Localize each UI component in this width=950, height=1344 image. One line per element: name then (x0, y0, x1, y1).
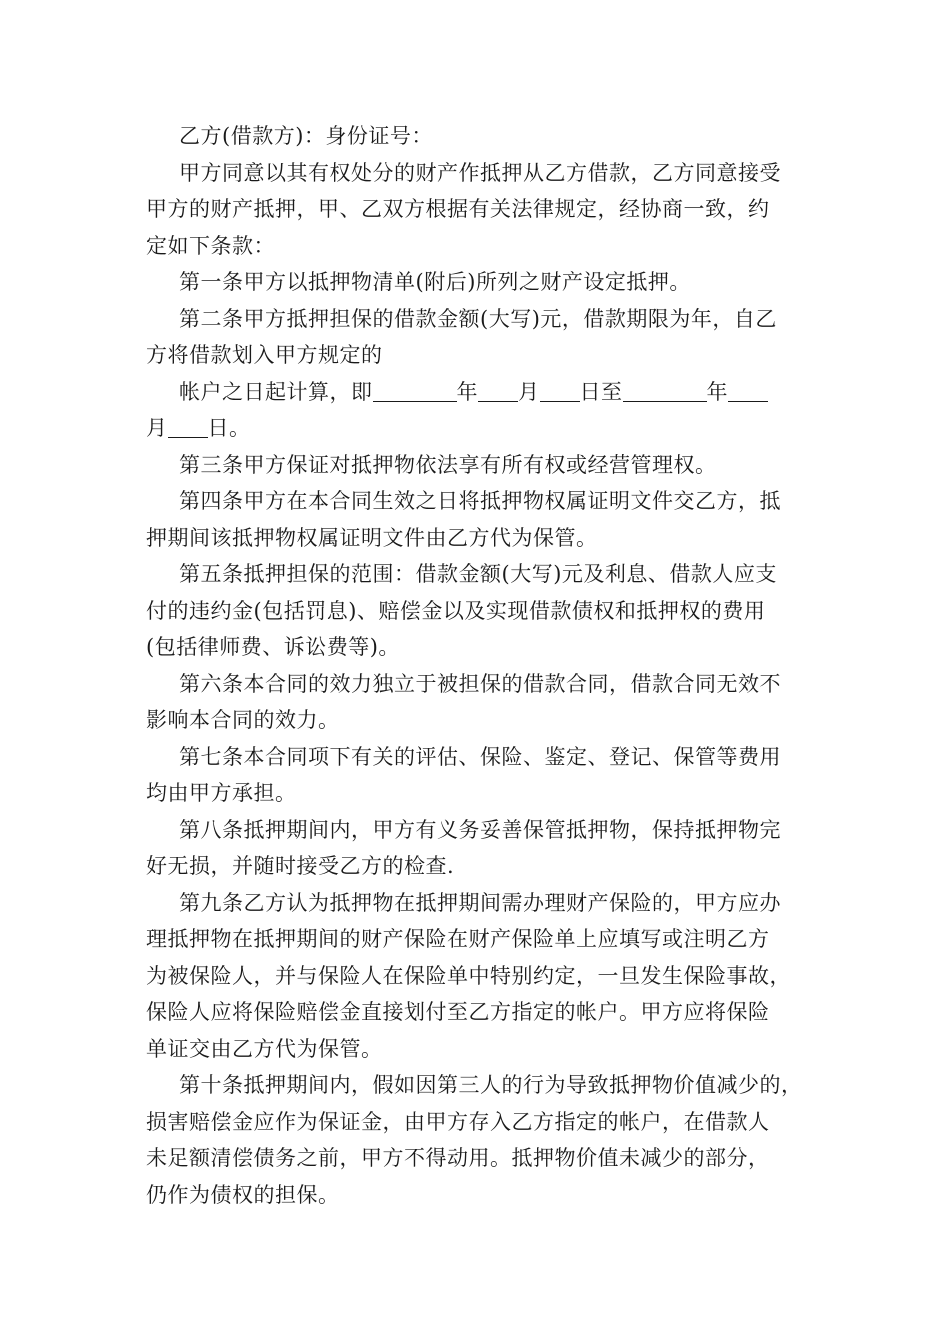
article-10-line-2: 损害赔偿金应作为保证金，由甲方存入乙方指定的帐户，在借款人 (146, 1109, 770, 1134)
article-10-line-1: 第十条抵押期间内，假如因第三人的行为导致抵押物价值减少的， (179, 1073, 803, 1097)
article-7-line-1: 第七条本合同项下有关的评估、保险、鉴定、登记、保管等费用 (179, 744, 781, 769)
term-day-end-label: 日。 (207, 416, 251, 440)
term-month-label: 月 (518, 379, 540, 404)
article-4-line-2: 押期间该抵押物权属证明文件由乙方代为保管。 (146, 525, 598, 550)
document-page (146, 118, 816, 1213)
start-year-blank[interactable] (373, 379, 457, 402)
article-2-term-line (146, 374, 816, 411)
article-9-line-1: 第九条乙方认为抵押物在抵押期间需办理财产保险的，甲方应办 (179, 890, 781, 915)
preamble-line-3: 定如下条款： (146, 233, 275, 258)
end-day-blank[interactable] (168, 415, 208, 438)
article-4-line-1: 第四条甲方在本合同生效之日将抵押物权属证明文件交乙方，抵 (179, 489, 781, 513)
article-5-line-3: (包括律师费、诉讼费等)。 (146, 635, 400, 659)
article-9-line-5: 单证交由乙方代为保管。 (146, 1036, 383, 1061)
article-10-line-4: 仍作为债权的担保。 (146, 1182, 340, 1207)
start-day-blank[interactable] (540, 379, 580, 402)
term-prefix: 帐户之日起计算，即 (179, 379, 373, 404)
article-7-line-2: 均由甲方承担。 (146, 781, 297, 805)
article-2-line-1: 第二条甲方抵押担保的借款金额(大写)元，借款期限为年，自乙 (179, 306, 777, 331)
start-month-blank[interactable] (478, 379, 518, 402)
article-5-line-2: 付的违约金(包括罚息)、赔偿金以及实现借款债权和抵押权的费用 (146, 598, 766, 623)
term-end-year-label: 年 (706, 379, 728, 404)
end-year-blank[interactable] (623, 379, 707, 402)
article-9-line-4: 保险人应将保险赔偿金直接划付至乙方指定的帐户。甲方应将保险 (146, 1000, 770, 1024)
article-5-line-1: 第五条抵押担保的范围：借款金额(大写)元及利息、借款人应支 (179, 562, 777, 586)
party-b-line: 乙方(借款方)：身份证号： (179, 124, 433, 148)
article-1-line-1: 第一条甲方以抵押物清单(附后)所列之财产设定抵押。 (179, 270, 691, 294)
article-10-line-3: 未足额清偿债务之前，甲方不得动用。抵押物价值未减少的部分， (146, 1146, 770, 1170)
term-year-label: 年 (456, 379, 478, 404)
article-2-term-line-2 (146, 410, 816, 447)
article-2-line-2: 方将借款划入甲方规定的 (146, 343, 383, 367)
article-9-line-3: 为被保险人，并与保险人在保险单中特别约定，一旦发生保险事故， (146, 963, 791, 988)
term-day-to-label: 日至 (579, 379, 623, 404)
end-month-blank[interactable] (728, 379, 768, 402)
term-end-month-label: 月 (146, 416, 168, 440)
preamble-line-1: 甲方同意以其有权处分的财产作抵押从乙方借款，乙方同意接受 (179, 160, 781, 185)
article-8-line-1: 第八条抵押期间内，甲方有义务妥善保管抵押物，保持抵押物完 (179, 817, 781, 842)
article-3-line-1: 第三条甲方保证对抵押物依法享有所有权或经营管理权。 (179, 452, 717, 477)
article-8-line-2: 好无损，并随时接受乙方的检查. (146, 854, 455, 878)
article-6-line-1: 第六条本合同的效力独立于被担保的借款合同，借款合同无效不 (179, 671, 781, 696)
preamble-line-2: 甲方的财产抵押，甲、乙双方根据有关法律规定，经协商一致，约 (146, 197, 770, 221)
article-6-line-2: 影响本合同的效力。 (146, 708, 340, 732)
article-9-line-2: 理抵押物在抵押期间的财产保险在财产保险单上应填写或注明乙方 (146, 927, 770, 951)
